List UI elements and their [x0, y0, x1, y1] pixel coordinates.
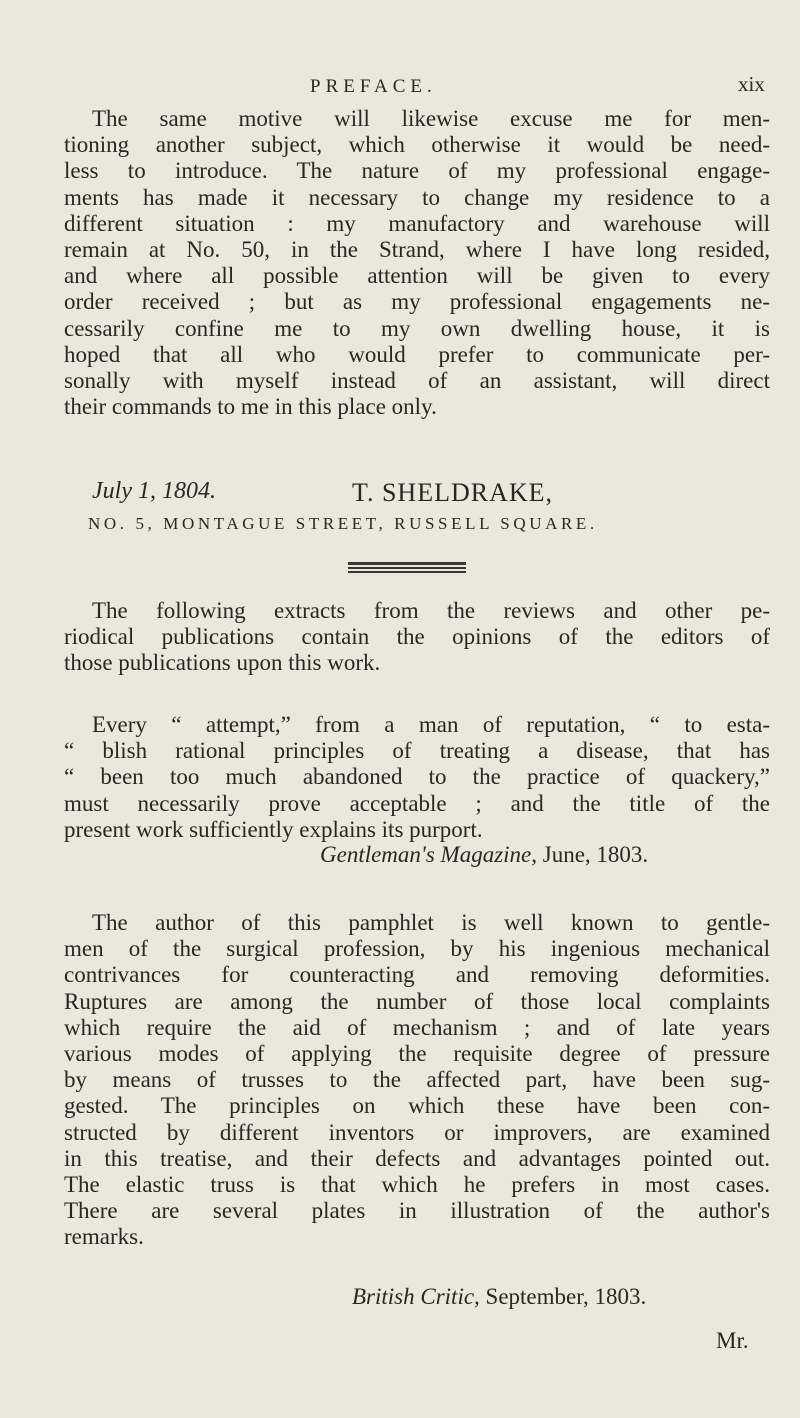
review-gentlemans-magazine: [64, 712, 770, 843]
text-line: riodical publications contain the opinions of the editors of: [64, 624, 770, 650]
text-line: hoped that all who would prefer to communicate per-: [64, 341, 770, 367]
text-line: various modes of applying the requisite degree of pressure: [64, 1041, 770, 1067]
text-line: tioning another subject, which otherwise it would be need-: [64, 132, 770, 158]
text-line: “ been too much abandoned to the practice of quackery,”: [64, 764, 770, 790]
page-number: xix: [738, 72, 765, 96]
text-line: ments has made it necessary to change my residence to a: [64, 184, 770, 210]
source-publication: British Critic,: [352, 1284, 480, 1309]
divider-rule: [348, 567, 466, 569]
signature-name: T. SHELDRAKE,: [352, 478, 554, 507]
text-line: The following extracts from the reviews and other pe-: [92, 598, 770, 623]
text-line: There are several plates in illustration of the author's: [64, 1198, 770, 1224]
text-line: those publications upon this work.: [64, 650, 381, 676]
text-line: “ blish rational principles of treating a disease, that has: [64, 738, 770, 764]
text-line: their commands to me in this place only.: [64, 394, 437, 420]
text-line: sonally with myself instead of an assistant, will direct: [64, 368, 770, 394]
text-line: Every “ attempt,” from a man of reputation, “ to esta-: [92, 712, 770, 737]
text-line: order received ; but as my professional engagements ne-: [64, 289, 770, 315]
text-line: by means of trusses to the affected part, have been sug-: [64, 1067, 770, 1093]
text-line: which require the aid of mechanism ; and of late years: [64, 1014, 770, 1040]
signature-address: NO. 5, MONTAGUE STREET, RUSSELL SQUARE.: [88, 514, 598, 533]
text-line: structed by different inventors or improvers, are examined: [64, 1119, 770, 1145]
text-line: present work sufficiently explains its purport.: [64, 816, 483, 842]
source-date: June, 1803.: [542, 842, 649, 867]
review-source: [320, 842, 648, 868]
text-line: The elastic truss is that which he prefers in most cases.: [64, 1172, 770, 1198]
text-line: less to introduce. The nature of my professional engage-: [64, 158, 770, 184]
text-line: men of the surgical profession, by his ingenious mechanical: [64, 936, 770, 962]
catchword: Mr.: [716, 1328, 749, 1353]
text-line: different situation : my manufactory and warehouse will: [64, 210, 770, 236]
divider-rule: [348, 571, 466, 573]
review-source: [352, 1284, 646, 1310]
text-line: gested. The principles on which these have been con-: [64, 1093, 770, 1119]
text-line: contrivances for counteracting and removing deformities.: [64, 962, 770, 988]
text-line: remain at No. 50, in the Strand, where I have long resided,: [64, 237, 770, 263]
text-line: The same motive will likewise excuse me for men-: [92, 106, 770, 131]
source-date: September, 1803.: [485, 1284, 647, 1309]
reviews-intro-paragraph: [64, 598, 770, 677]
divider-rule: [348, 562, 466, 565]
signature-date: July 1, 1804.: [92, 478, 216, 504]
source-publication: Gentleman's Magazine,: [320, 842, 537, 867]
review-british-critic: [64, 910, 770, 1251]
section-divider: [348, 562, 466, 575]
text-line: must necessarily prove acceptable ; and the title of the: [64, 790, 770, 816]
text-line: The author of this pamphlet is well known to gentle-: [92, 910, 770, 935]
text-line: and where all possible attention will be given to every: [64, 263, 770, 289]
preface-paragraph: [64, 106, 770, 420]
text-line: in this treatise, and their defects and advantages pointed out.: [64, 1145, 770, 1171]
signature-line: [92, 478, 752, 505]
running-head: PREFACE.: [310, 76, 437, 97]
text-line: remarks.: [64, 1224, 144, 1250]
text-line: cessarily confine me to my own dwelling house, it is: [64, 315, 770, 341]
text-line: Ruptures are among the number of those local complaints: [64, 988, 770, 1014]
